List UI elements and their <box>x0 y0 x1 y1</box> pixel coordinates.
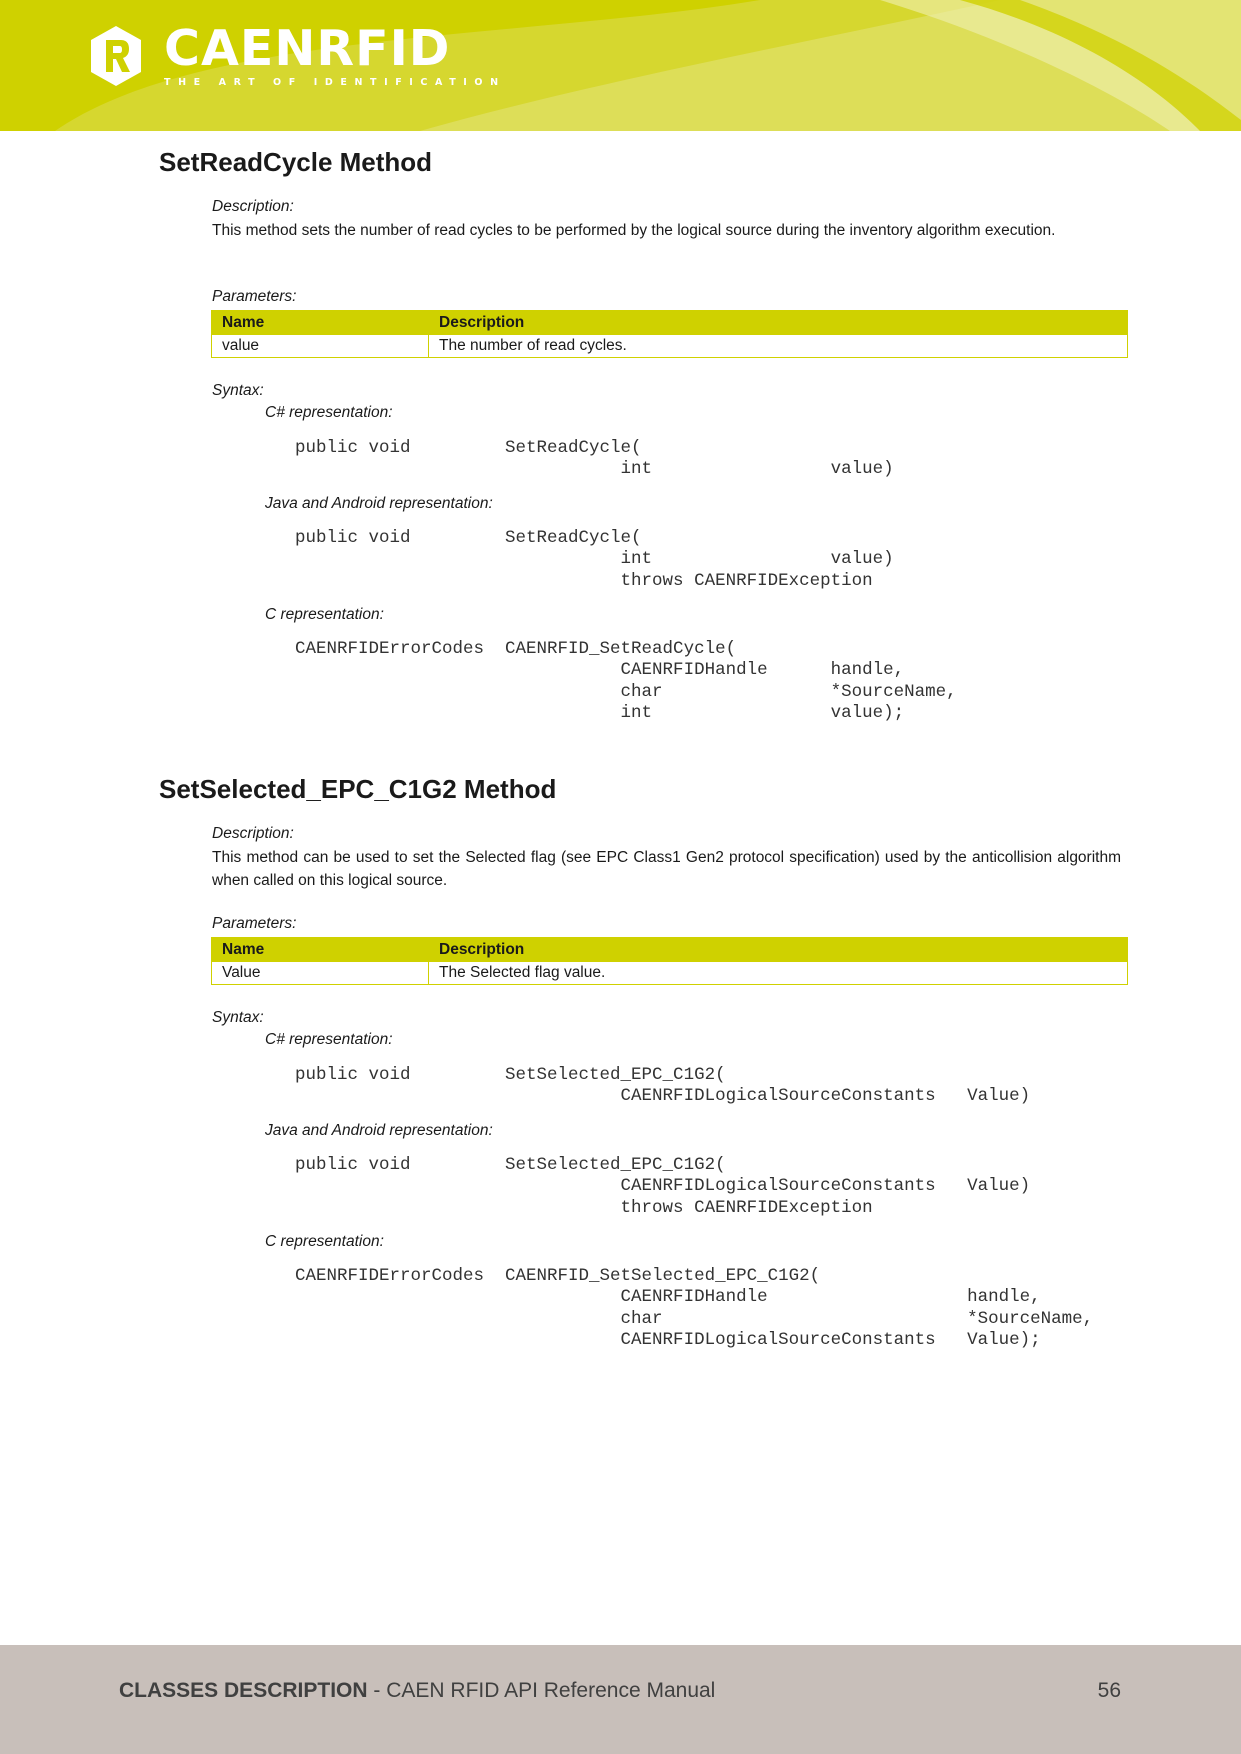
parameters-table <box>211 937 1128 985</box>
page-footer <box>0 1645 1241 1754</box>
table-header-row <box>212 938 1128 962</box>
java-code: public void SetSelected_EPC_C1G2( CAENRFIDLogicalSourceConstants Value) throws CAENRFIDException <box>295 1155 1031 1218</box>
description-label: Description: <box>212 198 294 215</box>
c-code: CAENRFIDErrorCodes CAENRFID_SetReadCycle( CAENRFIDHandle handle, char *SourceName, int value); <box>295 639 957 723</box>
c-label: C representation: <box>265 1233 384 1250</box>
section-title: SetReadCycle Method <box>159 147 433 177</box>
syntax-label: Syntax: <box>212 1009 264 1026</box>
csharp-code: public void SetReadCycle( int value) <box>295 438 894 480</box>
logo-hexagon-icon <box>88 24 144 88</box>
section-title: SetSelected_EPC_C1G2 Method <box>159 774 557 804</box>
parameters-table <box>211 310 1128 358</box>
c-label: C representation: <box>265 606 384 623</box>
description-text: This method sets the number of read cycles to be performed by the logical source during the inventory algorithm execution. <box>212 222 1056 239</box>
logo-wordmark: CAENRFID <box>164 20 451 77</box>
caenrfid-logo <box>88 20 506 88</box>
csharp-label: C# representation: <box>265 404 393 421</box>
header-description: Description <box>429 938 1128 962</box>
footer-title <box>119 1679 715 1703</box>
footer-section: CLASSES DESCRIPTION <box>119 1679 368 1702</box>
param-description: The number of read cycles. <box>429 335 1128 358</box>
footer-manual: CAEN RFID API Reference Manual <box>386 1679 716 1702</box>
header-name: Name <box>212 938 429 962</box>
java-label: Java and Android representation: <box>265 495 493 512</box>
syntax-label: Syntax: <box>212 382 264 399</box>
csharp-label: C# representation: <box>265 1031 393 1048</box>
page-header <box>0 0 1241 131</box>
page-number: 56 <box>1097 1679 1121 1702</box>
table-header-row <box>212 311 1128 335</box>
c-code: CAENRFIDErrorCodes CAENRFID_SetSelected_EPC_C1G2( CAENRFIDHandle handle, char *SourceName, CAENRFIDLogicalSourceConstants Value); <box>295 1266 1094 1350</box>
java-code: public void SetReadCycle( int value) throws CAENRFIDException <box>295 528 894 591</box>
header-name: Name <box>212 311 429 335</box>
logo-tagline: THE ART OF IDENTIFICATION <box>164 77 506 88</box>
description-text: This method can be used to set the Selected flag (see EPC Class1 Gen2 protocol specification) used by the anticollision algorithm when called on this logical source. <box>212 849 1121 889</box>
param-name: value <box>212 335 429 358</box>
csharp-code: public void SetSelected_EPC_C1G2( CAENRFIDLogicalSourceConstants Value) <box>295 1065 1031 1107</box>
param-description: The Selected flag value. <box>429 962 1128 985</box>
table-row <box>212 335 1128 358</box>
header-description: Description <box>429 311 1128 335</box>
parameters-label: Parameters: <box>212 915 297 932</box>
description-label: Description: <box>212 825 294 842</box>
table-row <box>212 962 1128 985</box>
java-label: Java and Android representation: <box>265 1122 493 1139</box>
param-name: Value <box>212 962 429 985</box>
parameters-label: Parameters: <box>212 288 297 305</box>
footer-separator: - <box>367 1679 387 1702</box>
